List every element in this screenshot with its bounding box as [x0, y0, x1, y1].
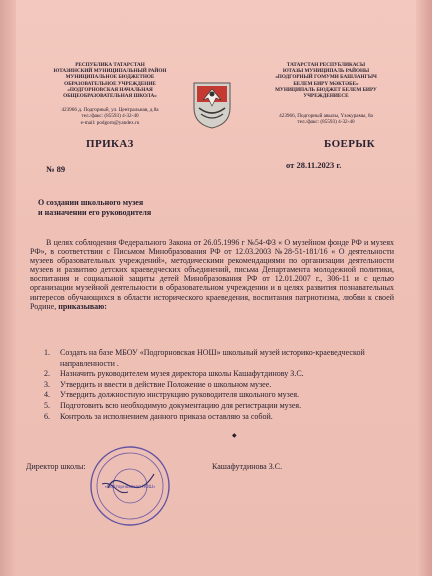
- list-item-text: Утвердить и ввести в действие Положение о школьном музее.: [60, 379, 272, 389]
- right-header: [262, 62, 390, 126]
- left-address: 423966 д. Подгорный, ул. Центральная, д.8а: [61, 107, 159, 114]
- left-email: e-mail: podgorn@yandex.ru: [80, 119, 140, 126]
- order-body-text: В целях соблюдения Федерального Закона от 26.05.1996 г №54-ФЗ « О музейном фонде РФ и музеях РФ», в соответствии с Письмом Минобразования РФ от 12.03.2003 №28-51-181/16 « О деятельности музеев образовательных учреждений», методическими рекомендациями по организации деятельности музеев и развитию детских краеведческих объединений, письма Департамента молодежной политики, воспитания и социальной защиты детей Минобразования РФ от 12.01.2007 г., 306-11 и с целью организации музейной деятельности в образовательном учреждении и в целях развития познавательных интересов обучающихся в области исторического краеведения, воспитания патриотизма, любви к своей Родине,: [30, 238, 394, 311]
- order-title: [38, 198, 218, 218]
- right-phone: тел./факс: (85593) 4-32-40: [297, 119, 355, 126]
- left-header-line: МУНИЦИПАЛЬНОЕ БЮДЖЕТНОЕ: [65, 74, 155, 81]
- coat-of-arms-icon: [191, 80, 233, 130]
- stamp-center-text: «Подгорновская НОШ»: [104, 484, 156, 489]
- left-header-line: «ПОДГОРНОВСКАЯ НАЧАЛЬНАЯ: [67, 86, 153, 93]
- list-item: [44, 348, 394, 369]
- left-header-line: ОБЩЕОБРАЗОВАТЕЛЬНАЯ ШКОЛА»: [63, 93, 157, 100]
- right-header-line: БЕЛЕМ БИРҮ МӘКТӘБЕ»: [293, 80, 359, 87]
- list-item-number: 3.: [44, 379, 50, 389]
- list-item-number: 4.: [44, 390, 50, 400]
- right-header-line: ТАТАРСТАН РЕСПУБЛИКАСЫ: [286, 62, 366, 68]
- list-item: [44, 369, 394, 380]
- list-item-number: 5.: [44, 400, 50, 410]
- mark-dot: ◆: [232, 433, 237, 439]
- left-header: [44, 62, 176, 126]
- list-item: [44, 412, 394, 423]
- list-item-text: Утвердить должностную инструкцию руководителя школьного музея.: [60, 390, 300, 400]
- left-header-line: ЮТАЗИНСКИЙ МУНИЦИПАЛЬНЫЙ РАЙОН: [53, 68, 167, 75]
- list-item-text: Создать на базе МБОУ «Подгорновская НОШ» школьный музей историко-краеведческой направленности .: [60, 348, 365, 368]
- list-item-number: 1.: [44, 348, 50, 357]
- list-item-text: Контроль за исполнением данного приказа оставляю за собой.: [60, 411, 273, 421]
- left-phone: тел./факс: (85593) 4-32-40: [81, 113, 139, 120]
- left-header-line: ОБРАЗОВАТЕЛЬНОЕ УЧРЕЖДЕНИЕ: [64, 80, 156, 87]
- list-item: [44, 380, 394, 391]
- order-title-line: и назначении его руководителя: [38, 208, 152, 217]
- order-number: № 89: [46, 164, 66, 174]
- list-item-number: 6.: [44, 411, 50, 421]
- right-address: 423966, Подгорный авылы, Үзәкурамы, 8а: [279, 113, 373, 120]
- order-heading-tt: БОЕРЫК: [324, 138, 375, 150]
- list-item-text: Назначить руководителем музея директора школы Кашафутдинову З.С.: [60, 369, 304, 379]
- order-body-command: приказываю:: [58, 301, 107, 311]
- left-header-line: РЕСПУБЛИКА ТАТАРСТАН: [75, 62, 145, 68]
- right-header-line: УЧРЕЖДЕНИЕСЕ: [303, 93, 349, 100]
- order-title-line: О создании школьного музея: [38, 198, 144, 207]
- list-item-number: 2.: [44, 369, 50, 379]
- order-body: [30, 238, 394, 311]
- order-items-list: [44, 348, 394, 422]
- order-date: от 28.11.2023 г.: [286, 160, 342, 170]
- signature-label: Директор школы:: [26, 462, 86, 471]
- school-stamp-icon: [88, 444, 172, 528]
- right-header-line: «ПОДГОРНЫЙ ГОМУМИ БАШЛАНГЫЧ: [275, 74, 377, 81]
- list-item: [44, 401, 394, 412]
- signature-name: Кашафутдинова З.С.: [212, 462, 283, 471]
- list-item-text: Подготовить всю необходимую документацию для регистрации музея.: [60, 400, 302, 410]
- order-heading-ru: ПРИКАЗ: [86, 138, 134, 150]
- right-header-line: ЮТАЗЫ МУНИЦИПАЛЬ РАЙОНЫ: [282, 68, 370, 75]
- list-item: [44, 390, 394, 401]
- right-header-line: МУНИЦИПАЛЬ БЮДЖЕТ БЕЛЕМ БИРУ: [275, 86, 377, 93]
